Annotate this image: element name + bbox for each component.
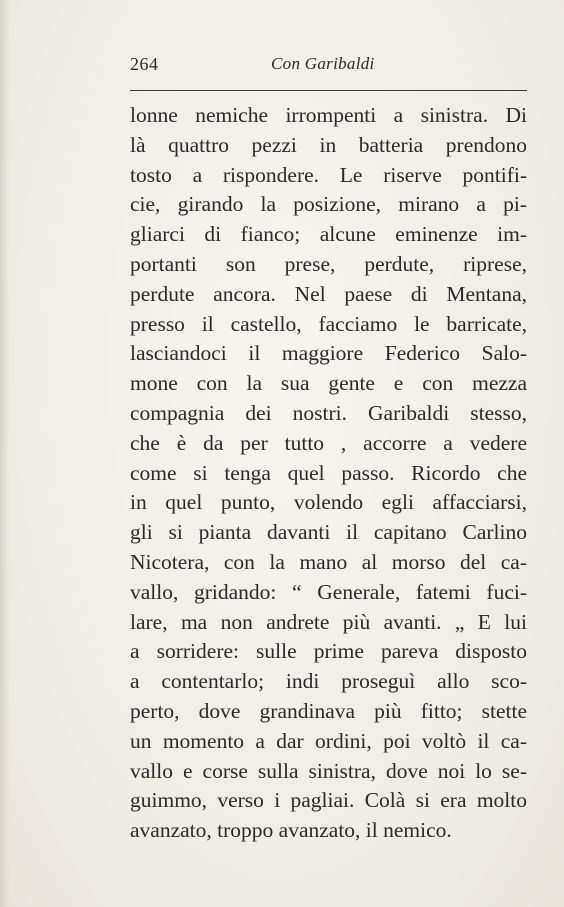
text-line: portanti son prese, perdute, riprese, [130,251,527,276]
text-line: vallo, gridando: “ Generale, fatemi fuci- [130,579,527,604]
text-line: perto, dove grandinava più fitto; stette [130,698,527,723]
header-rule [130,90,527,91]
text-line: cie, girando la posizione, mirano a pi- [130,192,527,217]
text-line: un momento a dar ordini, poi voltò il ca- [130,728,527,753]
text-line: presso il castello, facciamo le barricate, [130,311,527,336]
text-line: mone con la sua gente e con mezza [130,371,527,396]
text-line: avanzato, troppo avanzato, il nemico. [130,818,452,843]
page-number: 264 [130,54,159,74]
page-header [130,54,527,84]
text-line: perdute ancora. Nel paese di Mentana, [130,281,527,306]
running-title: Con Garibaldi [271,54,375,73]
text-line: in quel punto, volendo egli affacciarsi, [130,490,527,515]
text-line: a contentarlo; indi proseguì allo sco- [130,669,527,694]
text-line: là quattro pezzi in batteria prendono [130,132,527,157]
text-line: a sorridere: sulle prime pareva disposto [130,639,527,664]
page-binding-shadow [0,0,10,907]
text-line: lare, ma non andrete più avanti. „ E lui [130,609,527,634]
text-line: gli si pianta davanti il capitano Carlino [130,520,527,545]
text-line: lasciandoci il maggiore Federico Salo- [130,341,527,366]
text-line: gliarci di fianco; alcune eminenze im- [130,222,527,247]
text-line: che è da per tutto , accorre a vedere [130,430,527,455]
text-line: come si tenga quel passo. Ricordo che [130,460,527,485]
text-line: tosto a rispondere. Le riserve pontifi- [130,162,527,187]
text-line: Nicotera, con la mano al morso del ca- [130,549,527,574]
text-line: vallo e corse sulla sinistra, dove noi lo se- [130,758,527,783]
text-line: guimmo, verso i pagliai. Colà si era molto [130,788,527,813]
text-line: lonne nemiche irrompenti a sinistra. Di [130,103,527,127]
text-line: compagnia dei nostri. Garibaldi stesso, [130,400,527,425]
body-text [130,101,527,846]
